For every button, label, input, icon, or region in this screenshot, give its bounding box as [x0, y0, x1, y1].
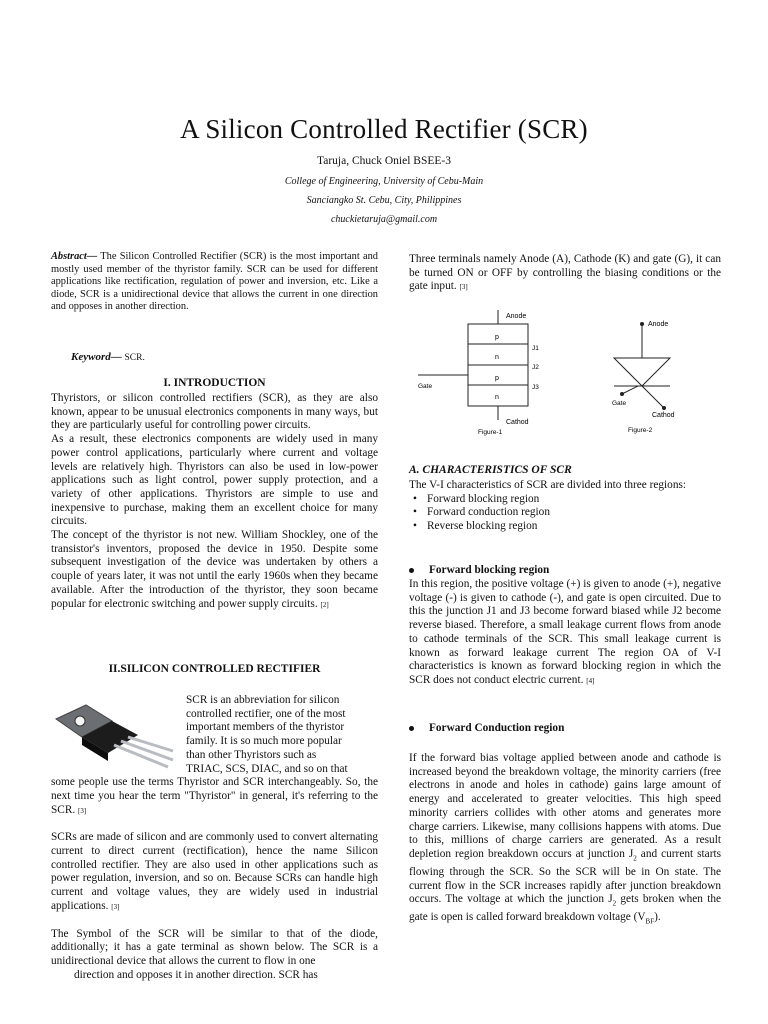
- junction-label: J2: [532, 364, 539, 371]
- terminals-text: Three terminals namely Anode (A), Cathode (K) and gate (G), it can be turned ON or OFF by controlling the biasing conditions or the gate input.: [409, 253, 721, 293]
- junction-label: J3: [532, 384, 539, 391]
- subsection-heading-characteristics: A. CHARACTERISTICS OF SCR: [409, 464, 572, 476]
- wrapped-text-block: [51, 694, 378, 776]
- author-line: Taruja, Chuck Oniel BSEE-3: [317, 155, 451, 167]
- forward-blocking-text: In this region, the positive voltage (+) is given to anode (+), negative voltage (-) is given to cathode (-), and gate is open circuited. Due to this the junction J1 and J3 become forward biased while J2 become reverse biased. Therefore, a small leakage current flows from anode to cathode terminals of the SCR. This small leakage current is known as forward leakage current The region OA of V-I characteristics is known as forward blocking region in which the SCR does not conduct electric current.: [409, 578, 721, 686]
- wrap-line: SCR is an abbreviation for silicon: [186, 694, 340, 706]
- list-item: • Forward blocking region: [409, 493, 721, 507]
- layer-label: p: [495, 334, 499, 341]
- forward-blocking-heading-text: Forward blocking region: [429, 564, 550, 576]
- bullet-dot-icon: [409, 568, 414, 573]
- figure2-cathode-label: Cathod: [652, 412, 675, 419]
- citation: [4]: [586, 676, 595, 685]
- scr-paragraph: The Symbol of the SCR will be similar to that of the diode, additionally; it has a gate terminal as shown below. The SCR is a unidirectional device that allows the current to flow in one: [51, 927, 378, 967]
- section-heading-scr: II.SILICON CONTROLLED RECTIFIER: [108, 663, 321, 675]
- fc-text: If the forward bias voltage applied between anode and cathode is increased beyond the breakdown voltage, the minority carriers (free electrons in anode and holes in cathode) gains large amount of energy and accelerated to greater velocities. This high speed minority carriers collides with other atoms and generates more charge carriers. Likewise, many collisions happens with atoms. Due to this, millions of charge carriers are generated. As a result depletion region breakdown occurs at junction J: [409, 752, 721, 860]
- keyword-text: SCR.: [124, 353, 145, 363]
- figure1-cathode-label: Cathod: [506, 419, 529, 426]
- symbol-anode-terminal: [640, 322, 644, 326]
- scr-paragraph: [51, 776, 378, 818]
- scr-paragraph-last-line: direction and opposes it in another direction. SCR has: [74, 968, 318, 981]
- forward-conduction-heading-text: Forward Conduction region: [429, 722, 565, 734]
- list-item: • Reverse blocking region: [409, 520, 721, 534]
- abstract-text: The Silicon Controlled Rectifier (SCR) is the most important and mostly used member of the thyristor family. SCR can be used for different applications like rectification, regulation of power and inversion, etc. Like a diode, SCR is a unidirectional device that allows the current in one direction and opposes in another direction.: [51, 251, 378, 313]
- bullet-dot-icon: [409, 726, 414, 731]
- citation: [3]: [78, 806, 87, 815]
- intro-paragraph: As a result, these electronics components are widely used in many power control applications, particularly where current and voltage levels are relatively high. Thyristors can also be used in low-power applications such as light control, power supply protection, and a variety of other applications. Thyristors are simple to use and inexpensive to purchase, making them an excellent choice for many circuits.: [51, 433, 378, 528]
- layer-label: p: [495, 375, 499, 382]
- paper-title: A Silicon Controlled Rectifier (SCR): [180, 114, 588, 144]
- forward-conduction-heading: [409, 722, 564, 734]
- symbol-gate-lead: [622, 386, 638, 394]
- forward-blocking-body: [409, 578, 721, 689]
- fc-text: gets broken when the gate is open is called forward breakdown voltage (V: [409, 893, 721, 924]
- symbol-gate-terminal: [620, 392, 624, 396]
- citation: [2]: [320, 600, 329, 609]
- fc-subscript: 2: [612, 899, 617, 908]
- intro-paragraph: Thyristors, or silicon controlled rectifiers (SCR), as they are also known, appear to be unusual electronics components in many ways, but they are particularly useful for controlling power circuits.: [51, 392, 378, 432]
- citation: [3]: [459, 283, 468, 292]
- wrap-line: than other Thyristors such as: [186, 748, 317, 761]
- figure2-gate-label: Gate: [612, 400, 627, 407]
- wrap-line: TRIAC, SCS, DIAC, and so on that: [186, 762, 348, 775]
- scr-paragraph-text: SCRs are made of silicon and are commonly used to convert alternating current to direct current (rectification), hence the name Silicon controlled rectifier. They are also used in other applications such as power regulation, inversion, and so on. Because SCRs can handle high current and voltage values, they are widely used in industrial applications.: [51, 831, 378, 912]
- scr-structure-figure: [416, 308, 712, 436]
- characteristics-intro: The V-I characteristics of SCR are divided into three regions:: [409, 479, 687, 491]
- symbol-cathode-terminal: [662, 406, 666, 410]
- figure1-anode-label: Anode: [506, 313, 527, 320]
- junction-label: J1: [532, 345, 539, 352]
- keyword-label: Keyword—: [71, 351, 122, 363]
- forward-blocking-heading: [409, 564, 549, 576]
- diode-triangle: [614, 358, 670, 386]
- author-email: chuckietaruja@gmail.com: [330, 214, 438, 225]
- scr-paragraph-text: some people use the terms Thyristor and SCR interchangeably. So, the next time you hear the term "Thyristor" in general, it's referring to the SCR.: [51, 776, 378, 816]
- affiliation-address: Sanciangko St. Cebu, City, Philippines: [306, 195, 462, 206]
- layer-label: n: [495, 394, 499, 401]
- fc-subscript: 2: [633, 854, 637, 863]
- list-item: • Forward conduction region: [409, 506, 721, 520]
- figure1-caption: Figure-1: [478, 429, 503, 436]
- layer-label: n: [495, 354, 499, 361]
- fc-text: ).: [654, 911, 661, 924]
- symbol-cathode-lead: [642, 386, 664, 408]
- intro-paragraph: [51, 529, 378, 612]
- forward-conduction-body: [409, 752, 721, 929]
- citation: [3]: [111, 902, 120, 911]
- regions-list: [409, 493, 721, 534]
- fc-text: and current starts flowing through the SCR. So the SCR will be in On state. The current flow in the SCR increases rapidly after junction breakdown occurs. The voltage at which the junction J: [409, 847, 721, 906]
- terminals-paragraph: [409, 253, 721, 295]
- figure2-anode-label: Anode: [648, 321, 669, 328]
- wrap-line: family. It is so much more popular: [186, 735, 342, 748]
- intro-paragraph-text: The concept of the thyristor is not new. William Shockley, one of the transistor's inventors, proposed the device in 1950. Despite some subsequent investigation of the device was undertaken by others a couple of years later, it was not until the early 1960s when they became available. After the introduction of the thyristor, they soon became popular for electronic switching and power supply circuits.: [51, 529, 378, 610]
- figure2-caption: Figure-2: [628, 427, 653, 434]
- keyword-line: [71, 351, 145, 363]
- wrap-line: important members of the thyristor: [186, 721, 345, 734]
- fc-subscript: BF: [645, 917, 655, 926]
- figure1-gate-label: Gate: [418, 383, 433, 390]
- affiliation-college: College of Engineering, University of Cebu-Main: [284, 176, 484, 187]
- scr-section-body: [51, 694, 378, 982]
- abstract-label: Abstract—: [51, 251, 98, 262]
- section-heading-introduction: I. INTRODUCTION: [163, 377, 266, 389]
- abstract: [51, 251, 378, 314]
- scr-paragraph: [51, 831, 378, 914]
- introduction-body: [51, 392, 378, 612]
- wrap-line: controlled rectifier, one of the most: [186, 707, 346, 720]
- characteristics-body: [409, 479, 721, 534]
